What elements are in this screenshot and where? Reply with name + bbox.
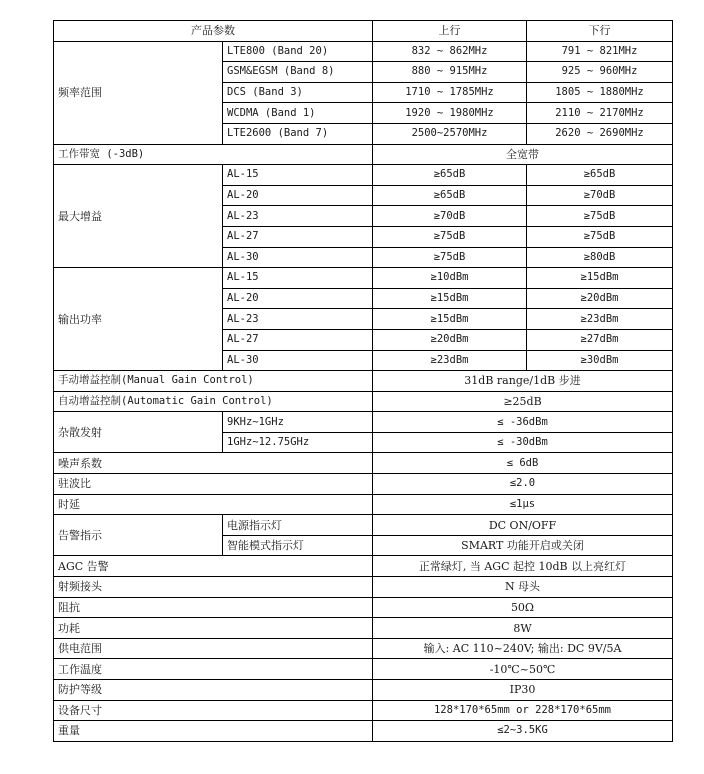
model-name: AL-15 bbox=[223, 268, 373, 289]
table-row bbox=[54, 474, 673, 495]
alarm-item: 智能模式指示灯 bbox=[223, 535, 373, 556]
downlink-value: 2110 ~ 2170MHz bbox=[527, 103, 673, 124]
consumption-value: 8W bbox=[373, 618, 673, 639]
model-name: AL-20 bbox=[223, 288, 373, 309]
uplink-value: ≥65dB bbox=[373, 165, 527, 186]
band-name: LTE2600 (Band 7) bbox=[223, 123, 373, 144]
uplink-value: ≥75dB bbox=[373, 226, 527, 247]
spurious-range: 1GHz~12.75GHz bbox=[223, 432, 373, 453]
weight-value: ≤2~3.5KG bbox=[373, 721, 673, 742]
delay-label: 时延 bbox=[54, 494, 373, 515]
noise-label: 噪声系数 bbox=[54, 453, 373, 474]
protection-value: IP30 bbox=[373, 680, 673, 701]
rf-connector-label: 射频接头 bbox=[54, 577, 373, 598]
uplink-value: ≥75dB bbox=[373, 247, 527, 268]
downlink-value: 925 ~ 960MHz bbox=[527, 62, 673, 83]
header-param: 产品参数 bbox=[54, 21, 373, 42]
uplink-value: 880 ~ 915MHz bbox=[373, 62, 527, 83]
downlink-value: ≥75dB bbox=[527, 206, 673, 227]
model-name: AL-20 bbox=[223, 185, 373, 206]
uplink-value: ≥65dB bbox=[373, 185, 527, 206]
vswr-value: ≤2.0 bbox=[373, 474, 673, 495]
delay-value: ≤1μs bbox=[373, 494, 673, 515]
band-name: WCDMA (Band 1) bbox=[223, 103, 373, 124]
table-row bbox=[54, 41, 673, 62]
table-row bbox=[54, 721, 673, 742]
dimensions-value: 128*170*65mm or 228*170*65mm bbox=[373, 700, 673, 721]
uplink-value: 832 ~ 862MHz bbox=[373, 41, 527, 62]
gain-label: 最大增益 bbox=[54, 165, 223, 268]
rf-connector-value: N 母头 bbox=[373, 577, 673, 598]
uplink-value: ≥23dBm bbox=[373, 350, 527, 371]
temperature-label: 工作温度 bbox=[54, 659, 373, 680]
table-row bbox=[54, 700, 673, 721]
impedance-label: 阻抗 bbox=[54, 597, 373, 618]
dimensions-label: 设备尺寸 bbox=[54, 700, 373, 721]
downlink-value: ≥65dB bbox=[527, 165, 673, 186]
bandwidth-label: 工作带宽 (-3dB) bbox=[54, 144, 373, 165]
uplink-value: ≥10dBm bbox=[373, 268, 527, 289]
downlink-value: 791 ~ 821MHz bbox=[527, 41, 673, 62]
spurious-range: 9KHz~1GHz bbox=[223, 412, 373, 433]
downlink-value: ≥70dB bbox=[527, 185, 673, 206]
spurious-value: ≤ -30dBm bbox=[373, 432, 673, 453]
band-name: LTE800 (Band 20) bbox=[223, 41, 373, 62]
agc-label: 自动增益控制(Automatic Gain Control) bbox=[54, 391, 373, 412]
alarm-item: 电源指示灯 bbox=[223, 515, 373, 536]
impedance-value: 50Ω bbox=[373, 597, 673, 618]
freq-label: 频率范围 bbox=[54, 41, 223, 144]
weight-label: 重量 bbox=[54, 721, 373, 742]
model-name: AL-27 bbox=[223, 329, 373, 350]
alarm-value: SMART 功能开启或关闭 bbox=[373, 535, 673, 556]
agc-alarm-value: 正常绿灯, 当 AGC 起控 10dB 以上亮红灯 bbox=[373, 556, 673, 577]
table-row bbox=[54, 556, 673, 577]
downlink-value: ≥75dB bbox=[527, 226, 673, 247]
table-row bbox=[54, 577, 673, 598]
uplink-value: ≥70dB bbox=[373, 206, 527, 227]
table-row bbox=[54, 371, 673, 392]
table-row bbox=[54, 391, 673, 412]
header-uplink: 上行 bbox=[373, 21, 527, 42]
spurious-label: 杂散发射 bbox=[54, 412, 223, 453]
table-row bbox=[54, 659, 673, 680]
table-row bbox=[54, 618, 673, 639]
downlink-value: ≥23dBm bbox=[527, 309, 673, 330]
downlink-value: ≥30dBm bbox=[527, 350, 673, 371]
mgc-value: 31dB range/1dB 步进 bbox=[373, 371, 673, 392]
model-name: AL-30 bbox=[223, 247, 373, 268]
supply-value: 输入: AC 110~240V; 输出: DC 9V/5A bbox=[373, 638, 673, 659]
table-row bbox=[54, 515, 673, 536]
table-row bbox=[54, 680, 673, 701]
supply-label: 供电范围 bbox=[54, 638, 373, 659]
downlink-value: ≥20dBm bbox=[527, 288, 673, 309]
table-row bbox=[54, 638, 673, 659]
band-name: DCS (Band 3) bbox=[223, 82, 373, 103]
downlink-value: ≥15dBm bbox=[527, 268, 673, 289]
consumption-label: 功耗 bbox=[54, 618, 373, 639]
uplink-value: ≥20dBm bbox=[373, 329, 527, 350]
power-label: 输出功率 bbox=[54, 268, 223, 371]
spec-table bbox=[53, 20, 673, 742]
table-row bbox=[54, 268, 673, 289]
uplink-value: 1920 ~ 1980MHz bbox=[373, 103, 527, 124]
model-name: AL-15 bbox=[223, 165, 373, 186]
downlink-value: 1805 ~ 1880MHz bbox=[527, 82, 673, 103]
bandwidth-value: 全宽带 bbox=[373, 144, 673, 165]
header-downlink: 下行 bbox=[527, 21, 673, 42]
temperature-value: -10℃~50℃ bbox=[373, 659, 673, 680]
protection-label: 防护等级 bbox=[54, 680, 373, 701]
downlink-value: ≥27dBm bbox=[527, 329, 673, 350]
table-row bbox=[54, 453, 673, 474]
table-row bbox=[54, 494, 673, 515]
model-name: AL-30 bbox=[223, 350, 373, 371]
model-name: AL-23 bbox=[223, 206, 373, 227]
table-row bbox=[54, 144, 673, 165]
vswr-label: 驻波比 bbox=[54, 474, 373, 495]
uplink-value: 1710 ~ 1785MHz bbox=[373, 82, 527, 103]
uplink-value: ≥15dBm bbox=[373, 309, 527, 330]
uplink-value: 2500~2570MHz bbox=[373, 123, 527, 144]
alarm-label: 告警指示 bbox=[54, 515, 223, 556]
uplink-value: ≥15dBm bbox=[373, 288, 527, 309]
agc-alarm-label: AGC 告警 bbox=[54, 556, 373, 577]
header-row bbox=[54, 21, 673, 42]
agc-value: ≥25dB bbox=[373, 391, 673, 412]
table-row bbox=[54, 165, 673, 186]
downlink-value: ≥80dB bbox=[527, 247, 673, 268]
model-name: AL-27 bbox=[223, 226, 373, 247]
mgc-label: 手动增益控制(Manual Gain Control) bbox=[54, 371, 373, 392]
downlink-value: 2620 ~ 2690MHz bbox=[527, 123, 673, 144]
model-name: AL-23 bbox=[223, 309, 373, 330]
band-name: GSM&EGSM (Band 8) bbox=[223, 62, 373, 83]
spurious-value: ≤ -36dBm bbox=[373, 412, 673, 433]
table-row bbox=[54, 412, 673, 433]
alarm-value: DC ON/OFF bbox=[373, 515, 673, 536]
table-row bbox=[54, 597, 673, 618]
noise-value: ≤ 6dB bbox=[373, 453, 673, 474]
